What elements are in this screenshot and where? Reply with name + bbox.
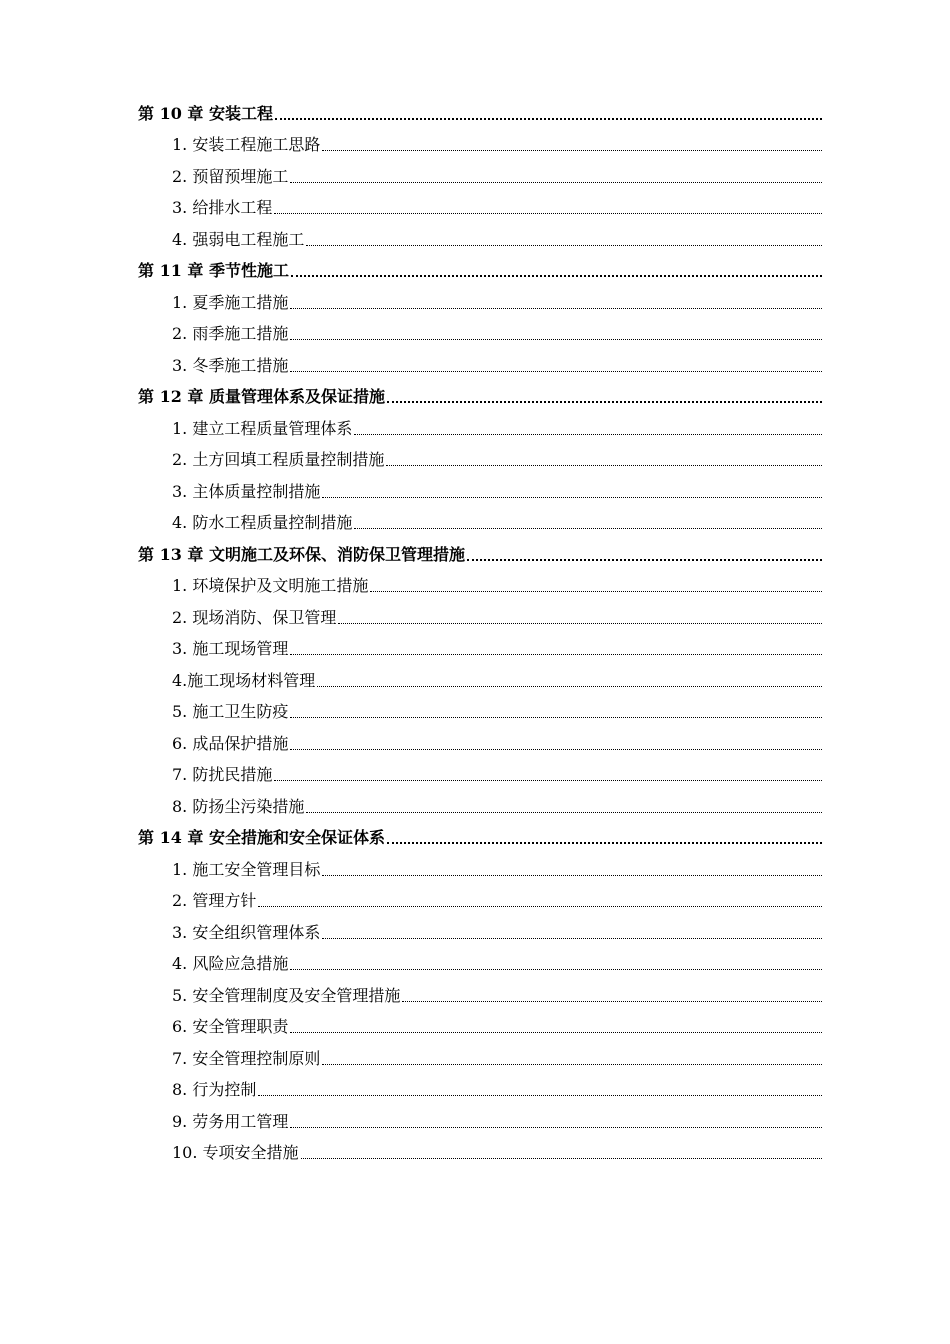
toc-section-label: 5. 安全管理制度及安全管理措施 [172, 985, 401, 1005]
toc-section-label: 3. 冬季施工措施 [172, 355, 289, 375]
toc-dot-leader [258, 1095, 822, 1096]
toc-dot-leader [387, 401, 822, 403]
toc-section-label: 10. 专项安全措施 [172, 1143, 299, 1162]
toc-section-entry[interactable] [138, 664, 822, 696]
toc-dot-leader [338, 623, 822, 624]
toc-section-label: 1. 建立工程质量管理体系 [172, 418, 353, 438]
toc-section-label: 9. 劳务用工管理 [172, 1111, 289, 1131]
toc-section-label: 2. 管理方针 [172, 891, 257, 910]
toc-chapter-label: 第 14 章 安全措施和安全保证体系 [138, 828, 385, 847]
toc-section-label: 2. 预留预埋施工 [172, 166, 289, 186]
toc-section-entry[interactable] [138, 223, 822, 255]
toc-section-entry[interactable] [138, 1137, 822, 1169]
toc-dot-leader [322, 150, 822, 151]
toc-chapter-label: 第 11 章 季节性施工 [138, 261, 289, 280]
toc-section-entry[interactable] [138, 633, 822, 665]
toc-section-entry[interactable] [138, 948, 822, 980]
toc-section-entry[interactable] [138, 412, 822, 444]
toc-dot-leader [291, 275, 822, 277]
toc-dot-leader [370, 591, 822, 592]
toc-dot-leader [322, 497, 822, 498]
toc-dot-leader [301, 1158, 822, 1159]
toc-dot-leader [290, 339, 822, 340]
toc-section-entry[interactable] [138, 192, 822, 224]
toc-section-entry[interactable] [138, 160, 822, 192]
toc-section-entry[interactable] [138, 853, 822, 885]
toc-section-label: 8. 防扬尘污染措施 [172, 796, 305, 816]
toc-dot-leader [290, 1032, 822, 1033]
toc-dot-leader [290, 371, 822, 372]
toc-chapter-entry[interactable] [138, 822, 822, 854]
toc-dot-leader [317, 686, 822, 687]
toc-section-entry[interactable] [138, 1042, 822, 1074]
toc-dot-leader [290, 308, 822, 309]
toc-section-label: 6. 安全管理职责 [172, 1017, 289, 1036]
toc-section-label: 7. 安全管理控制原则 [172, 1048, 321, 1068]
toc-chapter-label: 第 12 章 质量管理体系及保证措施 [138, 387, 385, 406]
toc-section-label: 4. 防水工程质量控制措施 [172, 513, 353, 532]
toc-dot-leader [354, 528, 822, 529]
table-of-contents [138, 97, 822, 1168]
toc-dot-leader [322, 875, 822, 876]
toc-dot-leader [290, 182, 822, 183]
toc-chapter-entry[interactable] [138, 381, 822, 413]
toc-section-label: 2. 现场消防、保卫管理 [172, 607, 337, 627]
toc-chapter-entry[interactable] [138, 538, 822, 570]
toc-section-entry[interactable] [138, 601, 822, 633]
toc-section-label: 1. 安装工程施工思路 [172, 135, 321, 154]
toc-section-label: 5. 施工卫生防疫 [172, 702, 289, 721]
toc-dot-leader [322, 938, 822, 939]
toc-section-label: 6. 成品保护措施 [172, 733, 289, 753]
toc-section-label: 3. 给排水工程 [172, 198, 273, 217]
toc-section-label: 4. 风险应急措施 [172, 954, 289, 973]
toc-chapter-label: 第 13 章 文明施工及环保、消防保卫管理措施 [138, 544, 465, 564]
toc-section-entry[interactable] [138, 570, 822, 602]
toc-dot-leader [387, 842, 822, 844]
toc-section-label: 8. 行为控制 [172, 1080, 257, 1099]
toc-dot-leader [467, 559, 822, 561]
toc-dot-leader [386, 465, 822, 466]
toc-section-label: 4. 强弱电工程施工 [172, 229, 305, 249]
toc-section-entry[interactable] [138, 507, 822, 539]
toc-dot-leader [290, 654, 822, 655]
toc-section-entry[interactable] [138, 475, 822, 507]
toc-section-entry[interactable] [138, 916, 822, 948]
toc-section-label: 1. 夏季施工措施 [172, 292, 289, 312]
toc-section-entry[interactable] [138, 444, 822, 476]
toc-section-label: 7. 防扰民措施 [172, 765, 273, 784]
toc-section-entry[interactable] [138, 727, 822, 759]
toc-section-entry[interactable] [138, 1105, 822, 1137]
toc-section-entry[interactable] [138, 759, 822, 791]
toc-section-entry[interactable] [138, 349, 822, 381]
toc-section-entry[interactable] [138, 696, 822, 728]
toc-dot-leader [290, 749, 822, 750]
toc-section-entry[interactable] [138, 790, 822, 822]
toc-section-label: 3. 主体质量控制措施 [172, 481, 321, 501]
toc-dot-leader [274, 780, 822, 781]
toc-dot-leader [354, 434, 822, 435]
toc-dot-leader [290, 717, 822, 718]
toc-section-label: 1. 环境保护及文明施工措施 [172, 576, 369, 595]
toc-section-entry[interactable] [138, 318, 822, 350]
toc-section-entry[interactable] [138, 885, 822, 917]
toc-section-label: 2. 雨季施工措施 [172, 324, 289, 343]
toc-dot-leader [275, 118, 822, 120]
toc-section-entry[interactable] [138, 1011, 822, 1043]
toc-dot-leader [274, 213, 822, 214]
toc-section-entry[interactable] [138, 129, 822, 161]
toc-dot-leader [258, 906, 822, 907]
toc-dot-leader [322, 1064, 822, 1065]
toc-dot-leader [290, 969, 822, 970]
toc-section-label: 1. 施工安全管理目标 [172, 859, 321, 879]
toc-section-label: 2. 土方回填工程质量控制措施 [172, 450, 385, 469]
toc-section-entry[interactable] [138, 286, 822, 318]
toc-dot-leader [290, 1127, 822, 1128]
toc-section-label: 4.施工现场材料管理 [172, 670, 316, 690]
toc-chapter-entry[interactable] [138, 97, 822, 129]
toc-section-entry[interactable] [138, 979, 822, 1011]
toc-dot-leader [306, 245, 822, 246]
toc-section-entry[interactable] [138, 1074, 822, 1106]
toc-section-label: 3. 安全组织管理体系 [172, 922, 321, 942]
toc-dot-leader [402, 1001, 822, 1002]
toc-dot-leader [306, 812, 822, 813]
toc-section-label: 3. 施工现场管理 [172, 639, 289, 658]
toc-chapter-label: 第 10 章 安装工程 [138, 103, 273, 123]
toc-chapter-entry[interactable] [138, 255, 822, 287]
